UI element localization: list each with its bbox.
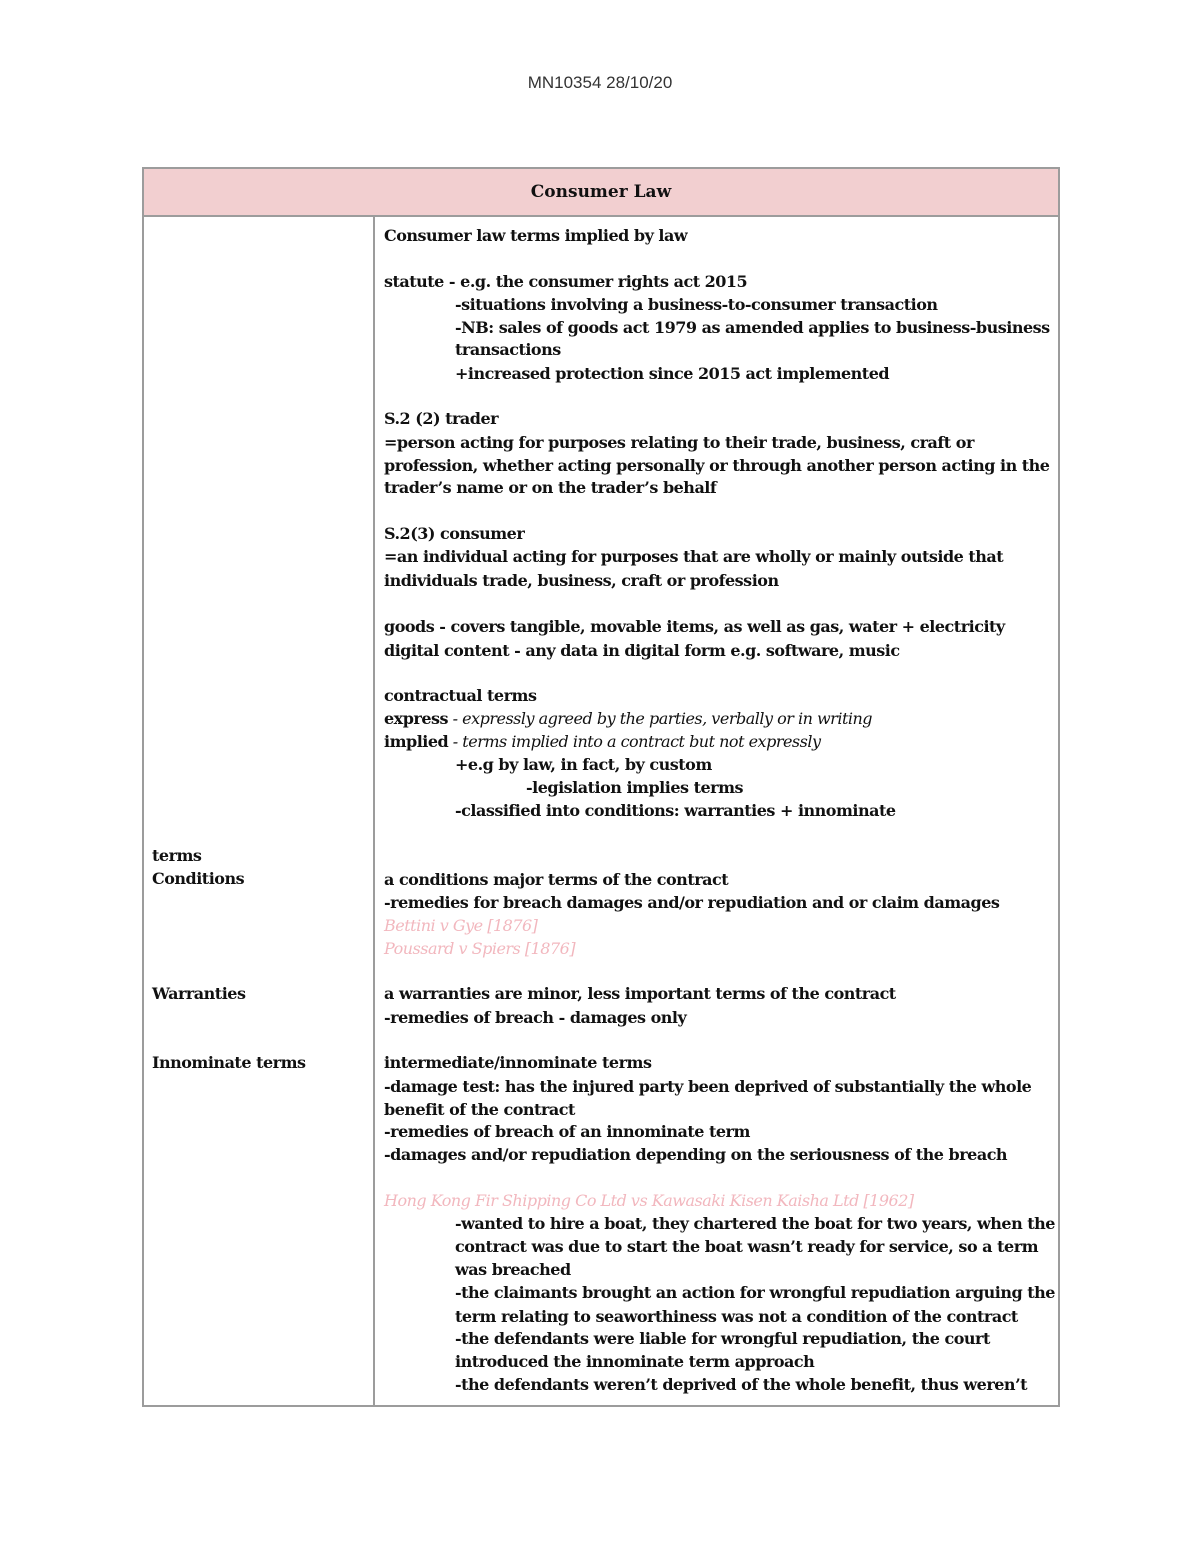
consumer-def-1: =an individual acting for purposes that are wholly or mainly outside that [384,547,1004,566]
increased-protection-line: +increased protection since 2015 act implemented [455,364,890,383]
express-label: express [384,709,449,728]
innominate-heading: intermediate/innominate terms [384,1053,652,1072]
implied-label: implied [384,732,449,751]
warranties-line-1: a warranties are minor, less important terms of the contract [384,984,896,1003]
case-poussard: Poussard v Spiers [1876] [384,939,576,958]
case-point-1-2: contract was due to start the boat wasn’t ready for service, so a term [455,1237,1039,1256]
case-point-1-1: -wanted to hire a boat, they chartered the boat for two years, when the [455,1214,1055,1233]
case-point-1-3: was breached [455,1260,571,1279]
case-point-3-1: -the defendants were liable for wrongful repudiation, the court [455,1329,990,1348]
consumer-def-2: individuals trade, business, craft or profession [384,571,779,590]
case-hong-kong-fir: Hong Kong Fir Shipping Co Ltd vs Kawasaki Kisen Kaisha Ltd [1962] [384,1191,914,1210]
damage-test-2: benefit of the contract [384,1100,575,1119]
nb-line-1: -NB: sales of goods act 1979 as amended applies to business-business [455,318,1050,337]
legislation-line: -legislation implies terms [526,778,744,797]
warranties-line-2: -remedies of breach - damages only [384,1008,687,1027]
trader-heading: S.2 (2) trader [384,409,499,428]
conditions-line-1: a conditions major terms of the contract [384,870,729,889]
column-divider [373,217,375,1405]
goods-line: goods - covers tangible, movable items, as well as gas, water + electricity [384,617,1005,636]
label-innominate-terms: Innominate terms [152,1053,306,1072]
table-title: Consumer Law [144,169,1058,217]
label-warranties: Warranties [152,984,246,1003]
damage-test-1: -damage test: has the injured party been deprived of substantially the whole [384,1077,1032,1096]
consumer-def-heading: S.2(3) consumer [384,524,525,543]
express-text: - expressly agreed by the parties, verbally or in writing [448,709,873,728]
implied-text: - terms implied into a contract but not expressly [448,732,821,751]
label-conditions: Conditions [152,869,245,888]
case-point-3-2: introduced the innominate term approach [455,1352,815,1371]
situations-line: -situations involving a business-to-consumer transaction [455,295,938,314]
case-point-4-1: -the defendants weren’t deprived of the whole benefit, thus weren’t [455,1375,1028,1394]
classified-line: -classified into conditions: warranties + innominate [455,801,896,820]
document-header: MN10354 28/10/20 [527,73,673,92]
label-terms: terms [152,846,202,865]
implied-line [384,731,821,753]
case-point-2-2: term relating to seaworthiness was not a condition of the contract [455,1307,1018,1326]
notes-table [142,167,1060,1407]
trader-def-1: =person acting for purposes relating to their trade, business, craft or [384,433,974,452]
damages-repudiation: -damages and/or repudiation depending on the seriousness of the breach [384,1145,1008,1164]
eg-line: +e.g by law, in fact, by custom [455,755,712,774]
case-bettini: Bettini v Gye [1876] [384,916,538,935]
statute-line: statute - e.g. the consumer rights act 2015 [384,272,748,291]
trader-def-3: trader’s name or on the trader’s behalf [384,478,717,497]
remedies-innominate: -remedies of breach of an innominate term [384,1122,750,1141]
consumer-law-heading: Consumer law terms implied by law [384,226,688,245]
contractual-terms-heading: contractual terms [384,686,537,705]
trader-def-2: profession, whether acting personally or through another person acting in the [384,456,1050,475]
conditions-line-2: -remedies for breach damages and/or repudiation and or claim damages [384,893,1000,912]
express-line [384,708,872,730]
case-point-2-1: -the claimants brought an action for wrongful repudiation arguing the [455,1283,1055,1302]
nb-line-2: transactions [455,340,561,359]
digital-content-line: digital content - any data in digital form e.g. software, music [384,641,900,660]
